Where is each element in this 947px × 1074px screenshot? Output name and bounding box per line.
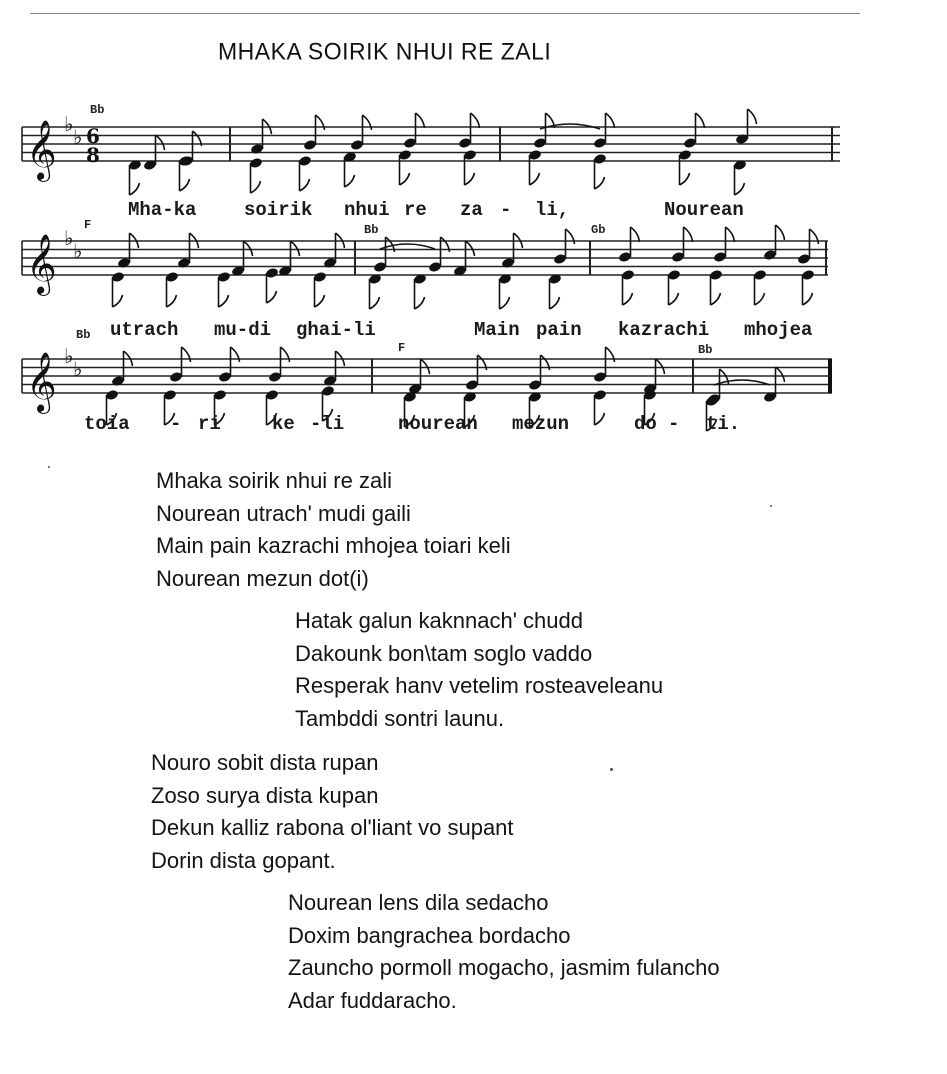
note-flag — [465, 173, 475, 185]
note-flag — [735, 183, 745, 195]
note-flag — [156, 135, 165, 150]
scan-speck — [770, 505, 772, 507]
lyric-syllable: za — [460, 199, 483, 221]
flat-icon: ♭ — [73, 125, 83, 149]
lyric-syllable: Mha-ka — [128, 199, 197, 221]
note-flag — [345, 175, 355, 187]
lyric-syllable: kazrachi — [618, 319, 710, 341]
lyric-syllable: nhui — [344, 199, 390, 221]
verse-line: Doxim bangrachea bordacho — [288, 922, 571, 948]
verse-line: Adar fuddaracho. — [288, 987, 457, 1013]
lyric-syllable: pain — [536, 319, 582, 341]
verse-line: Zauncho pormoll mogacho, jasmim fulancho — [288, 955, 720, 980]
verse-line: Tambddi sontri launu. — [295, 705, 505, 731]
verse-line: Nourean utrach' mudi gaili — [156, 500, 411, 526]
note-flag — [606, 113, 615, 128]
flat-icon: ♭ — [73, 239, 83, 263]
lyric-syllable: utrach — [110, 319, 179, 341]
note-flag — [530, 173, 540, 185]
flat-icon: ♭ — [64, 344, 74, 368]
verse-line: Dorin dista gopant. — [151, 847, 336, 873]
note-flag — [300, 179, 310, 191]
time-signature-bottom: 8 — [86, 143, 100, 167]
chord-label: Bb — [76, 328, 91, 342]
note-flag — [696, 113, 705, 128]
note-flag — [500, 297, 510, 309]
flat-icon: ♭ — [73, 357, 83, 381]
lyric-syllable: - — [170, 413, 182, 435]
chord-label: Bb — [364, 223, 379, 237]
lyric-syllable: ri — [198, 413, 221, 435]
stanza-3 — [151, 747, 514, 877]
chord-label: F — [398, 341, 406, 355]
tie — [380, 244, 435, 249]
note-flag — [776, 225, 785, 240]
note-flag — [291, 241, 300, 256]
verse-line: Main pain kazrachi mhojea toiari keli — [156, 533, 511, 558]
verse-line: Nourean lens dila sedacho — [288, 890, 549, 915]
note-flag — [669, 293, 679, 305]
note-flag — [421, 359, 430, 374]
note-flag — [748, 109, 757, 124]
lyric-syllable: mu-di — [214, 319, 272, 341]
note-flag — [711, 293, 721, 305]
verse-line: Hatak galun kaknnach' chudd — [295, 608, 583, 633]
note-flag — [656, 359, 665, 374]
note-flag — [550, 297, 560, 309]
flat-icon: ♭ — [64, 226, 74, 250]
scan-speck — [48, 466, 50, 468]
note-flag — [315, 295, 325, 307]
staff-system-1 — [0, 95, 947, 230]
note-flag — [400, 173, 410, 185]
lyric-syllable: re — [404, 199, 427, 221]
lyric-syllable: - — [668, 413, 680, 435]
note-flag — [755, 293, 765, 305]
note-flag — [684, 227, 693, 242]
note-flag — [244, 241, 253, 256]
treble-clef-icon: 𝄞 — [26, 120, 57, 180]
verse-line: Nouro sobit dista rupan — [151, 750, 379, 775]
scan-speck — [610, 768, 613, 771]
verse-line: Nourean mezun dot(i) — [156, 565, 369, 591]
note-flag — [631, 227, 640, 242]
lyric-syllable: Main — [474, 319, 520, 341]
chord-label: Bb — [90, 103, 105, 117]
stanza-2 — [295, 605, 663, 735]
staff-system-3 — [0, 325, 947, 445]
song-title: MHAKA SOIRIK NHUI RE ZALI — [218, 37, 552, 65]
chord-label: F — [84, 218, 92, 232]
note-flag — [595, 177, 605, 189]
note-flag — [803, 293, 813, 305]
time-signature-top: 6 — [86, 124, 100, 148]
note-flag — [267, 291, 277, 303]
note-flag — [680, 173, 690, 185]
lyric-syllable: ti. — [706, 413, 741, 435]
note-flag — [416, 113, 425, 128]
note-flag — [130, 183, 140, 195]
lyric-syllable: nourean — [398, 413, 478, 435]
flat-icon: ♭ — [64, 112, 74, 136]
verse-line: Dekun kalliz rabona ol'liant vo supant — [151, 815, 514, 840]
note-flag — [595, 413, 605, 425]
note-flag — [370, 297, 380, 309]
note-flag — [776, 367, 785, 382]
lyric-syllable: mezun — [512, 413, 570, 435]
verse-line: Mhaka soirik nhui re zali — [156, 468, 392, 493]
verse-line: Resperak hanv vetelim rosteaveleanu — [295, 673, 664, 698]
note-flag — [471, 113, 480, 128]
treble-clef-icon: 𝄞 — [26, 234, 57, 294]
treble-clef-icon: 𝄞 — [26, 352, 57, 412]
verse-line: Zoso surya dista kupan — [151, 782, 379, 808]
lyric-syllable: -li — [310, 413, 345, 435]
note-flag — [726, 227, 735, 242]
lyric-syllable: toia — [84, 413, 130, 435]
verse-line: Dakounk bon\tam soglo vaddo — [295, 640, 593, 666]
note-flag — [167, 295, 177, 307]
lyric-syllable: soirik — [244, 199, 313, 221]
lyric-syllable: do — [634, 413, 657, 435]
note-flag — [113, 295, 123, 307]
lyric-syllable: mhojea — [744, 319, 813, 341]
stanza-1 — [156, 465, 511, 595]
note-flag — [466, 241, 475, 256]
note-flag — [219, 295, 229, 307]
lyric-syllable: - — [500, 199, 512, 221]
lyric-syllable: li, — [535, 199, 570, 221]
lyric-syllable: ghai-li — [296, 319, 376, 341]
note-flag — [251, 181, 261, 193]
lyric-syllable: ke — [272, 413, 295, 435]
top-rule — [30, 13, 860, 14]
note-flag — [415, 297, 425, 309]
chord-label: Gb — [591, 223, 606, 237]
note-flag — [623, 293, 633, 305]
stanza-4 — [288, 887, 720, 1017]
lyric-syllable: Nourean — [664, 199, 744, 221]
chord-label: Bb — [698, 343, 713, 357]
note-flag — [180, 179, 190, 191]
